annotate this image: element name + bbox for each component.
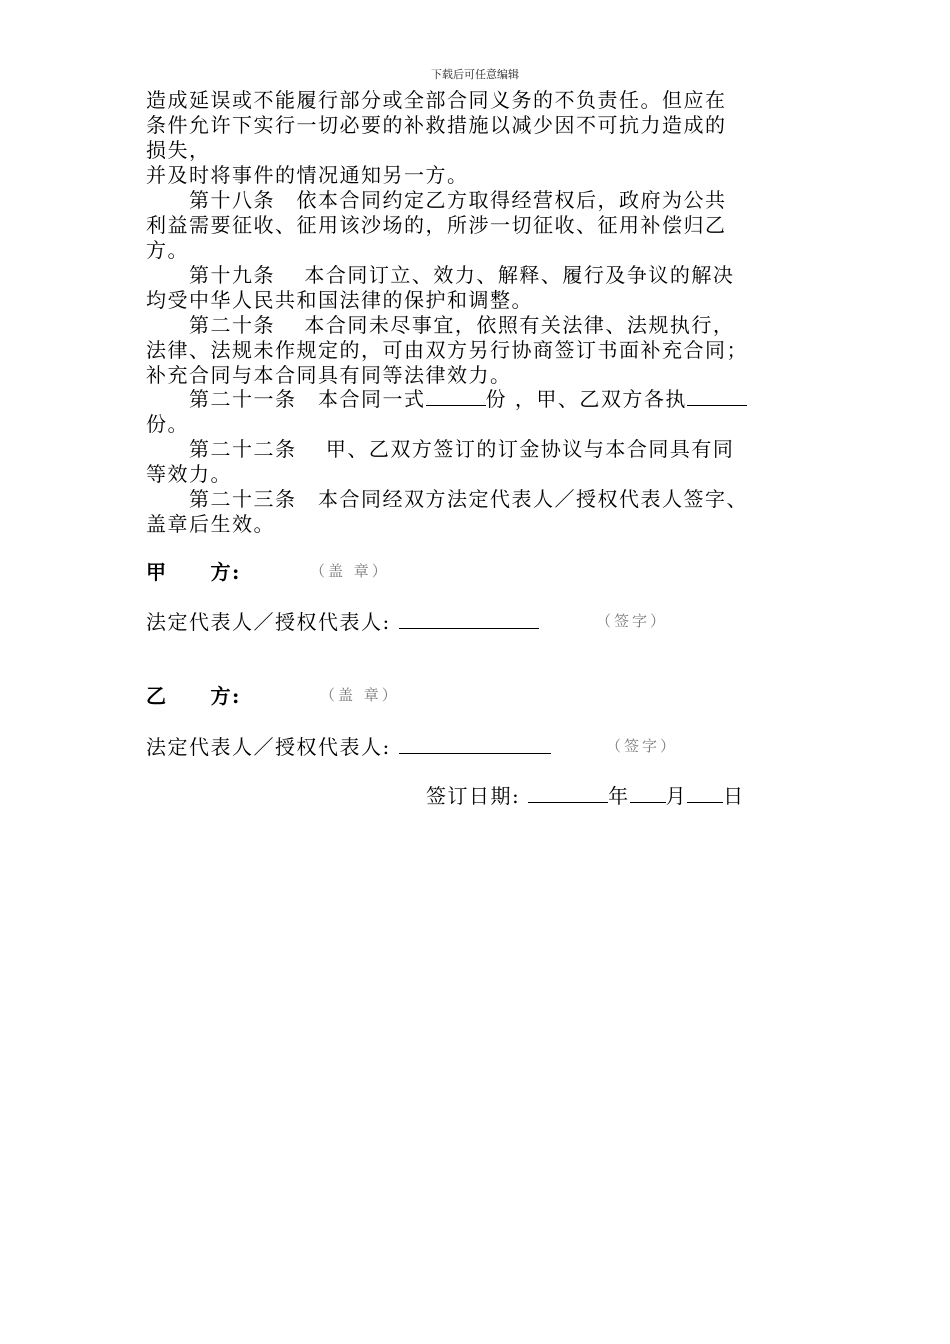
page-header: 下载后可任意编辑	[431, 68, 519, 81]
clause-17-line-1: 造成延误或不能履行部分或全部合同义务的不负责任。但应在	[146, 88, 727, 112]
party-a-label: 甲 方:	[146, 560, 241, 584]
party-b-label: 乙 方:	[146, 684, 241, 708]
party-a-sign-hint: （签字）	[596, 612, 669, 630]
clause-18-line-2: 利益需要征收、征用该沙场的，所涉一切征收、征用补偿归乙	[146, 213, 727, 237]
party-a-rep-row	[146, 606, 539, 635]
copies-total-blank[interactable]	[426, 387, 486, 406]
party-b-rep-label: 法定代表人／授权代表人:	[146, 735, 391, 759]
clause-17-line-2: 条件允许下实行一切必要的补救措施以减少因不可抗力造成的	[146, 113, 727, 137]
sign-date-month-unit: 月	[665, 784, 688, 808]
clause-22-line-2: 等效力。	[146, 462, 232, 486]
sign-date-day-unit: 日	[723, 784, 745, 808]
party-b-rep-row	[146, 731, 551, 760]
party-a-seal-hint: （盖 章）	[310, 562, 390, 580]
clause-19-line-1: 第十九条 本合同订立、效力、解释、履行及争议的解决	[146, 263, 735, 287]
clause-18-line-3: 方。	[146, 238, 189, 262]
clause-19-line-2: 均受中华人民共和国法律的保护和调整。	[146, 288, 533, 312]
copies-each-blank[interactable]	[687, 387, 747, 406]
clause-23-line-1: 第二十三条 本合同经双方法定代表人／授权代表人签字、	[146, 487, 748, 511]
clause-23-line-2: 盖章后生效。	[146, 512, 275, 536]
clause-20-line-2: 法律、法规未作规定的，可由双方另行协商签订书面补充合同；	[146, 338, 748, 362]
party-a-signature-blank[interactable]	[399, 610, 539, 629]
party-b-sign-hint: （签字）	[606, 737, 679, 755]
sign-date-label: 签订日期:	[426, 784, 521, 808]
clause-17-line-4: 并及时将事件的情况通知另一方。	[146, 163, 469, 187]
party-b-seal-hint: （盖 章）	[320, 686, 400, 704]
clause-21-line-1	[146, 383, 747, 412]
clause-21-line-2: 份。	[146, 412, 189, 436]
sign-date-year-unit: 年	[608, 784, 630, 808]
party-a-rep-label: 法定代表人／授权代表人:	[146, 610, 391, 634]
sign-date-day-blank[interactable]	[687, 784, 723, 803]
party-b-signature-blank[interactable]	[399, 735, 551, 754]
clause-21-text-a: 第二十一条 本合同一式	[146, 387, 426, 411]
clause-22-line-1: 第二十二条 甲、乙双方签订的订金协议与本合同具有同	[146, 437, 735, 461]
sign-date-month-blank[interactable]	[630, 784, 666, 803]
clause-20-line-3: 补充合同与本合同具有同等法律效力。	[146, 363, 512, 387]
clause-18-line-1: 第十八条 依本合同约定乙方取得经营权后，政府为公共	[146, 188, 727, 212]
sign-date-row	[426, 780, 745, 809]
sign-date-year-blank[interactable]	[528, 784, 608, 803]
clause-17-line-3: 损失，	[146, 138, 211, 162]
clause-21-text-b: 份 ，甲、乙双方各执	[485, 387, 687, 411]
clause-20-line-1: 第二十条 本合同未尽事宜，依照有关法律、法规执行，	[146, 313, 735, 337]
